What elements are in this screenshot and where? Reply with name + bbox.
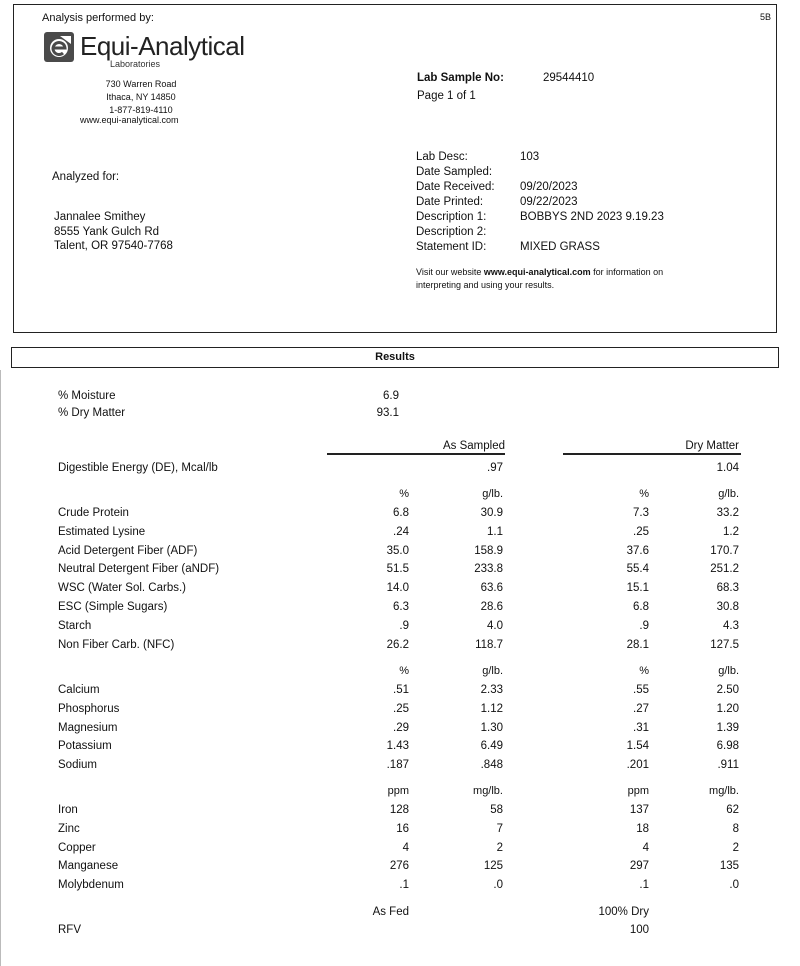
- row-value: .25: [393, 702, 409, 715]
- row-value: 35.0: [386, 544, 409, 557]
- row-value: 28.6: [480, 601, 503, 613]
- page-left-edge: [0, 370, 1, 966]
- row-label: Copper: [58, 841, 96, 854]
- row-value: 125: [483, 860, 503, 873]
- row-value: 15.1: [626, 582, 649, 595]
- row-value: .27: [633, 702, 649, 715]
- row-label: WSC (Water Sol. Carbs.): [58, 582, 187, 595]
- client-address: [54, 210, 173, 254]
- row-value: .29: [393, 721, 409, 734]
- lab-sample-number: 29544410: [543, 72, 595, 84]
- info-label: Lab Desc:: [416, 151, 468, 163]
- website-note: [416, 266, 663, 292]
- row-label: Molybdenum: [58, 879, 124, 892]
- lab-sample-label: Lab Sample No:: [417, 72, 504, 84]
- row-value: 1.54: [626, 740, 649, 753]
- info-value: 09/20/2023: [520, 181, 578, 193]
- row-value: 6.98: [716, 740, 739, 753]
- website-note-text: for information on: [590, 267, 664, 277]
- row-label: Potassium: [58, 740, 112, 753]
- row-label: Starch: [58, 619, 92, 632]
- sample-info-values: [520, 150, 720, 255]
- row-value: .1: [399, 879, 409, 892]
- address-line: 730 Warren Road: [105, 79, 177, 89]
- row-value: .9: [639, 619, 649, 632]
- unit-header: mg/lb.: [709, 785, 739, 797]
- info-value: 103: [520, 151, 540, 163]
- row-label: Sodium: [58, 759, 97, 772]
- row-value: 6.8: [393, 507, 409, 519]
- unit-header: mg/lb.: [473, 785, 503, 797]
- info-label: Date Received:: [416, 181, 495, 193]
- row-value: 7: [496, 822, 503, 835]
- row-value: 37.6: [626, 544, 649, 557]
- row-value: 55.4: [626, 563, 649, 576]
- row-label: Crude Protein: [58, 507, 129, 519]
- row-value: 233.8: [474, 563, 503, 576]
- website-note-line2: interpreting and using your results.: [416, 280, 555, 290]
- row-value: 297: [629, 860, 649, 873]
- row-value: 18: [636, 822, 649, 835]
- row-value: .911: [717, 759, 739, 772]
- row-value: 118.7: [475, 638, 503, 651]
- rfv-value: 100: [629, 924, 649, 936]
- info-value: [520, 225, 720, 240]
- row-label: Magnesium: [58, 721, 118, 734]
- client-street: 8555 Yank Gulch Rd: [54, 225, 160, 238]
- unit-header: %: [399, 665, 409, 677]
- row-value: .1: [639, 879, 649, 892]
- as-sampled-header: As Sampled: [443, 440, 506, 452]
- row-value: 4.0: [487, 619, 503, 632]
- unit-header: %: [399, 488, 409, 500]
- row-value: 14.0: [386, 582, 409, 595]
- row-value: 4: [642, 841, 649, 854]
- row-value: 28.1: [626, 638, 649, 651]
- analyzed-for-label: Analyzed for:: [52, 171, 120, 183]
- row-value: .201: [626, 759, 649, 772]
- row-value: 1.30: [480, 721, 503, 734]
- lab-address: [96, 78, 186, 117]
- info-value: MIXED GRASS: [520, 241, 600, 253]
- row-label: Acid Detergent Fiber (ADF): [58, 544, 198, 557]
- row-value: 1.2: [723, 525, 739, 538]
- row-value: .55: [633, 684, 649, 696]
- row-value: 30.8: [716, 601, 739, 613]
- row-value: 58: [490, 804, 503, 816]
- row-value: 26.2: [386, 638, 409, 651]
- row-value: 8: [732, 822, 739, 835]
- row-value: 6.49: [480, 740, 503, 753]
- rfv-dry-header: 100% Dry: [598, 906, 649, 918]
- row-value: 1.1: [487, 525, 503, 538]
- row-value: 30.9: [480, 507, 503, 519]
- row-value: 33.2: [716, 507, 739, 519]
- moisture-value: 6.9: [383, 390, 399, 402]
- row-label: Non Fiber Carb. (NFC): [58, 638, 175, 651]
- sample-info-labels: [416, 150, 495, 255]
- row-label: Estimated Lysine: [58, 525, 146, 538]
- row-value: 2.50: [716, 684, 739, 696]
- de-dry-matter: 1.04: [716, 462, 739, 474]
- unit-header: ppm: [387, 785, 409, 797]
- website-note-text: Visit our website: [416, 267, 484, 277]
- info-value: [520, 165, 720, 180]
- row-value: .25: [633, 525, 649, 538]
- unit-header: g/lb.: [482, 488, 503, 500]
- unit-header: g/lb.: [718, 488, 739, 500]
- as-sampled-rule: [327, 453, 505, 455]
- rfv-label: RFV: [58, 924, 81, 936]
- unit-header: g/lb.: [482, 665, 503, 677]
- row-value: 51.5: [386, 563, 409, 576]
- dry-matter-rule: [563, 453, 741, 455]
- row-value: .0: [729, 879, 739, 892]
- info-label: Statement ID:: [416, 241, 487, 253]
- unit-header: ppm: [627, 785, 649, 797]
- rfv-as-fed-header: As Fed: [372, 906, 409, 918]
- row-value: 4.3: [723, 619, 739, 632]
- equi-logo-icon: [44, 32, 74, 62]
- website-note-link[interactable]: www.equi-analytical.com: [483, 267, 591, 277]
- dry-matter-header: Dry Matter: [685, 440, 739, 452]
- row-value: 137: [629, 804, 649, 816]
- row-value: 1.12: [480, 702, 503, 715]
- row-value: .31: [633, 721, 649, 734]
- row-value: .9: [399, 619, 409, 632]
- row-value: 4: [402, 841, 409, 854]
- row-value: 1.43: [386, 740, 409, 753]
- page-code: 5B: [760, 12, 772, 22]
- logo-subtitle: Laboratories: [110, 59, 161, 69]
- unit-header: %: [639, 665, 649, 677]
- de-as-sampled: .97: [487, 462, 503, 474]
- unit-header: g/lb.: [718, 665, 739, 677]
- row-value: 7.3: [633, 507, 649, 519]
- info-label: Description 2:: [416, 226, 487, 238]
- moisture-label: % Moisture: [58, 390, 116, 402]
- row-value: 1.39: [716, 721, 739, 734]
- row-value: 6.8: [633, 601, 649, 613]
- info-value: 09/22/2023: [520, 196, 578, 208]
- row-value: .0: [493, 879, 503, 892]
- row-value: 2: [732, 841, 739, 854]
- row-value: 62: [726, 804, 739, 816]
- row-label: Neutral Detergent Fiber (aNDF): [58, 563, 220, 576]
- row-value: 68.3: [716, 582, 739, 595]
- info-label: Date Sampled:: [416, 166, 493, 178]
- info-label: Description 1:: [416, 211, 487, 223]
- unit-header: %: [639, 488, 649, 500]
- info-value: BOBBYS 2ND 2023 9.19.23: [520, 211, 664, 223]
- row-value: 6.3: [393, 601, 409, 613]
- address-line: Ithaca, NY 14850: [106, 92, 176, 102]
- row-value: 1.20: [716, 702, 739, 715]
- results-title: Results: [11, 347, 779, 368]
- row-label: ESC (Simple Sugars): [58, 601, 168, 613]
- de-label: Digestible Energy (DE), Mcal/lb: [58, 462, 218, 474]
- row-value: 158.9: [474, 544, 503, 557]
- dry-matter-label: % Dry Matter: [58, 407, 126, 419]
- row-label: Phosphorus: [58, 702, 120, 715]
- row-value: 2.33: [480, 684, 503, 696]
- client-city: Talent, OR 97540-7768: [54, 240, 173, 252]
- address-line: 1-877-819-4110: [109, 105, 173, 115]
- page-of: Page 1 of 1: [417, 90, 476, 102]
- row-value: 128: [389, 804, 409, 816]
- row-value: 127.5: [710, 638, 739, 651]
- lab-website: www.equi-analytical.com: [80, 115, 179, 125]
- logo-name: Equi-Analytical: [80, 31, 245, 61]
- performed-by-label: Analysis performed by:: [42, 12, 154, 24]
- row-label: Zinc: [58, 822, 80, 835]
- row-value: 63.6: [480, 582, 503, 595]
- client-name: Jannalee Smithey: [54, 211, 146, 223]
- row-value: 135: [719, 860, 739, 873]
- row-value: 2: [496, 841, 503, 854]
- row-label: Iron: [58, 804, 78, 816]
- row-value: 251.2: [710, 563, 739, 576]
- row-value: .187: [386, 759, 409, 772]
- dry-matter-value: 93.1: [376, 407, 399, 419]
- row-value: .51: [393, 684, 409, 696]
- row-value: .848: [480, 759, 503, 772]
- row-value: 170.7: [710, 544, 739, 557]
- row-value: .24: [393, 525, 409, 538]
- row-label: Calcium: [58, 684, 100, 696]
- info-label: Date Printed:: [416, 196, 484, 208]
- row-label: Manganese: [58, 860, 119, 873]
- row-value: 276: [389, 860, 409, 873]
- row-value: 16: [396, 822, 409, 835]
